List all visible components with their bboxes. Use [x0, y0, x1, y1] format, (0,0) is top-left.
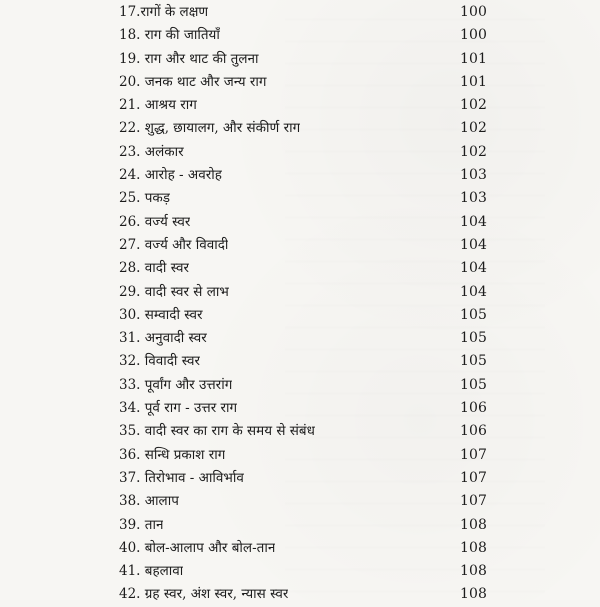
toc-item-title: 41. बहलावा [119, 563, 184, 580]
toc-item [0, 94, 600, 117]
toc-item-title: 36. सन्धि प्रकाश राग [119, 446, 226, 463]
toc-item-page: 108 [459, 516, 487, 533]
toc-item [0, 24, 600, 47]
toc-item-title: 20. जनक थाट और जन्य राग [119, 73, 267, 90]
toc-item [0, 187, 600, 210]
toc-item-title: 40. बोल-आलाप और बोल-तान [119, 539, 276, 556]
toc-item-page: 108 [459, 539, 487, 556]
toc-item-page: 105 [459, 376, 487, 393]
toc-item-page: 101 [459, 73, 487, 90]
toc-item-title: 32. विवादी स्वर [119, 353, 201, 370]
toc-item [0, 467, 600, 490]
toc-item [0, 141, 600, 164]
toc-item-title: 34. पूर्व राग - उत्तर राग [119, 400, 238, 417]
toc-item [0, 211, 600, 234]
toc-item-title: 38. आलाप [119, 493, 179, 510]
toc-item-page: 106 [459, 400, 487, 417]
toc-item-page: 107 [459, 493, 487, 510]
toc-item-page: 104 [459, 260, 487, 277]
toc-item [0, 420, 600, 443]
toc-item-title: 39. तान [119, 516, 164, 533]
toc-item-page: 102 [459, 97, 487, 114]
toc-item [0, 327, 600, 350]
toc-item [0, 1, 600, 24]
toc-item-title: 25. पकड़ [119, 190, 171, 207]
toc-item-page: 104 [459, 283, 487, 300]
toc-item-title: 26. वर्ज्य स्वर [119, 213, 191, 230]
toc-item-title: 30. सम्वादी स्वर [119, 306, 203, 323]
toc-item-page: 100 [459, 4, 487, 20]
toc-item [0, 537, 600, 560]
toc-item-page: 102 [459, 120, 487, 137]
toc-item [0, 583, 600, 606]
toc-item-title: 27. वर्ज्य और विवादी [119, 236, 229, 253]
toc-item-title: 37. तिरोभाव - आविर्भाव [119, 469, 244, 486]
toc-item-title: 22. शुद्ध, छायालग, और संकीर्ण राग [119, 120, 301, 137]
toc-item-page: 105 [459, 330, 487, 347]
toc-item-page: 103 [459, 190, 487, 207]
toc-item [0, 234, 600, 257]
toc-item-page: 100 [459, 27, 487, 44]
toc-item-title: 19. राग और थाट की तुलना [119, 50, 259, 67]
toc-item [0, 304, 600, 327]
toc-item-title: 21. आश्रय राग [119, 97, 197, 114]
toc-item-page: 108 [459, 563, 487, 580]
toc-item-title: 35. वादी स्वर का राग के समय से संबंध [119, 423, 315, 440]
toc-item [0, 164, 600, 187]
toc-item [0, 397, 600, 420]
toc-item-title: 23. अलंकार [119, 143, 184, 160]
toc-item-page: 107 [459, 446, 487, 463]
toc-item-title: 42. ग्रह स्वर, अंश स्वर, न्यास स्वर [119, 586, 289, 603]
table-of-contents [0, 1, 600, 607]
toc-item [0, 490, 600, 513]
toc-item [0, 444, 600, 467]
toc-item-page: 101 [459, 50, 487, 67]
toc-item-title: 18. राग की जातियाँ [119, 27, 220, 44]
toc-item-title: 29. वादी स्वर से लाभ [119, 283, 229, 300]
toc-item [0, 374, 600, 397]
toc-item [0, 48, 600, 71]
toc-item-title: 17.रागों के लक्षण [119, 4, 209, 20]
toc-item [0, 350, 600, 373]
toc-item [0, 71, 600, 94]
toc-item-page: 104 [459, 236, 487, 253]
toc-item-page: 102 [459, 143, 487, 160]
toc-item-title: 33. पूर्वांग और उत्तरांग [119, 376, 233, 393]
toc-item-page: 103 [459, 167, 487, 184]
toc-item-title: 24. आरोह - अवरोह [119, 167, 222, 184]
toc-item-title: 28. वादी स्वर [119, 260, 189, 277]
toc-item [0, 560, 600, 583]
toc-item [0, 257, 600, 280]
toc-item-page: 104 [459, 213, 487, 230]
toc-item-page: 105 [459, 306, 487, 323]
toc-item-page: 108 [459, 586, 487, 603]
toc-item-page: 105 [459, 353, 487, 370]
toc-item [0, 514, 600, 537]
toc-item [0, 117, 600, 140]
toc-item-page: 106 [459, 423, 487, 440]
toc-item-title: 31. अनुवादी स्वर [119, 330, 207, 347]
toc-item-page: 107 [459, 469, 487, 486]
toc-item [0, 281, 600, 304]
